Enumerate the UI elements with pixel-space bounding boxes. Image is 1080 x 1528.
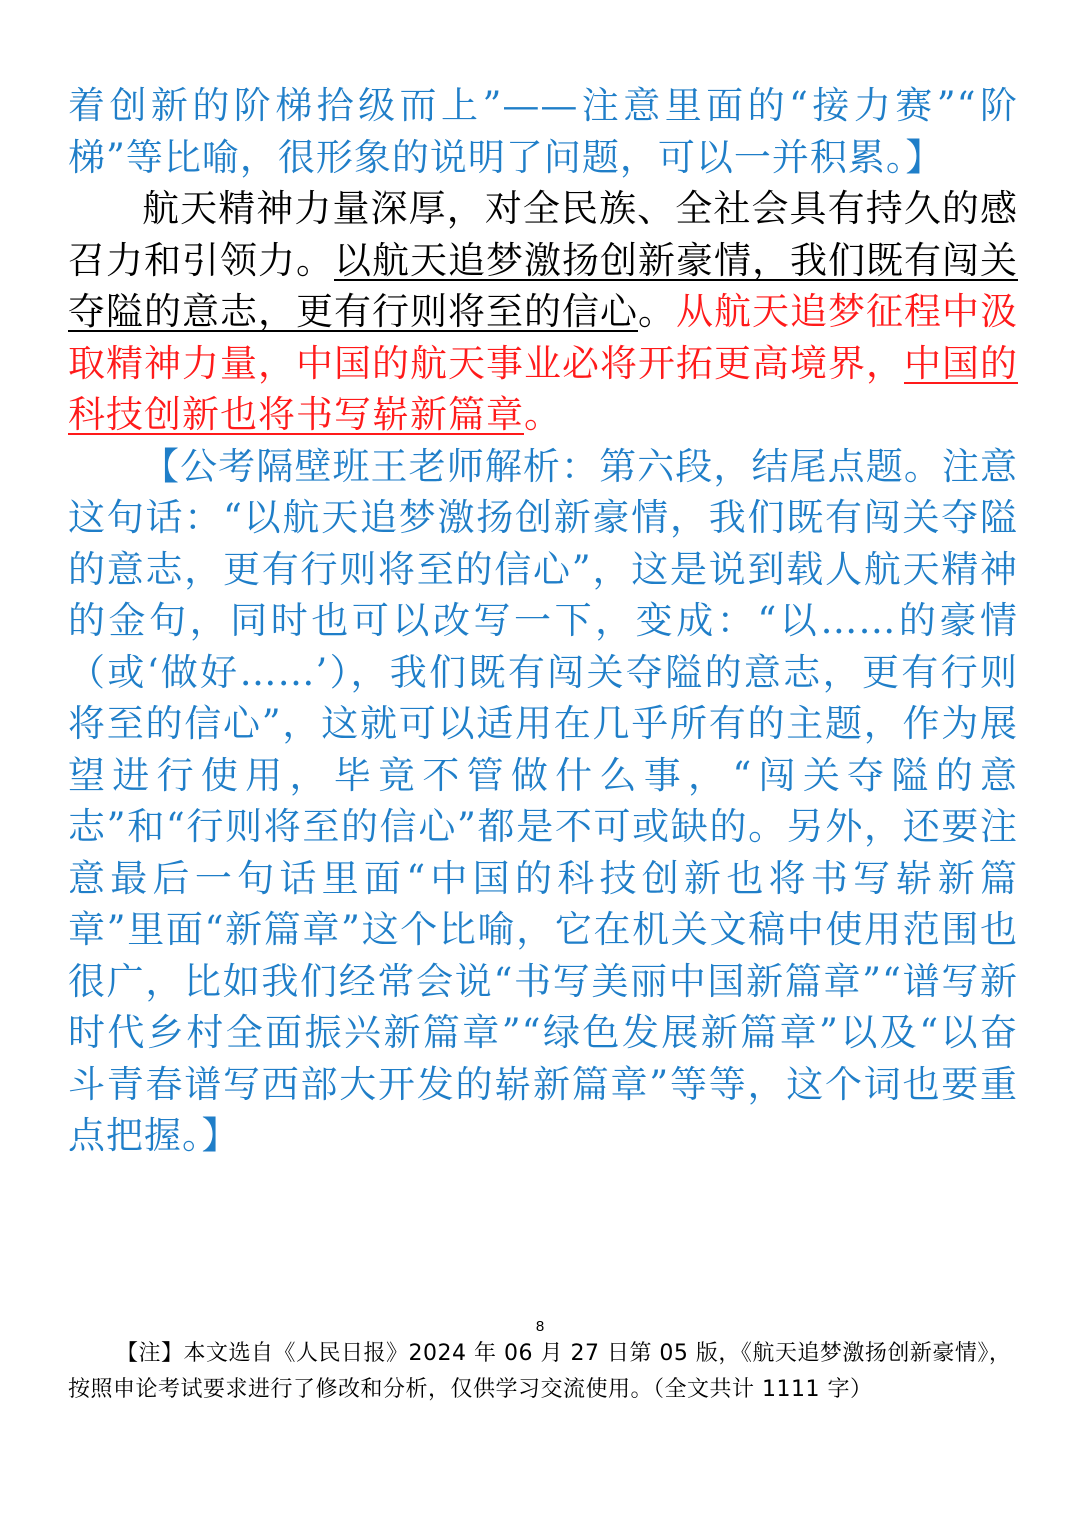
analysis-text: 【公考隔壁班王老师解析：第六段，结尾点题。注意这句话：“以航天追梦激扬创新豪情，我们既有闯关夺隘的意志，更有行则将至的信心”，这是说到载人航天精神的金句，同时也可以改写一下，变成：“以……的豪情（或‘做好……’），我们既有闯关夺隘的意志，更有行则将至的信心”，这就可以适用在几乎所有的主题，作为展望进行使用，毕竟不管做什么事，“闯关夺隘的意志”和“行则将至的信心”都是不可或缺的。另外，还要注意最后一句话里面“中国的科技创新也将书写崭新篇章”里面“新篇章”这个比喻，它在机关文稿中使用范围也很广，比如我们经常会说“书写美丽中国新篇章”“谱写新时代乡村全面振兴新篇章”“绿色发展新篇章”以及“以奋斗青春谱写西部大开发的崭新篇章”等等，这个词也要重点把握。】	[68, 444, 1018, 1157]
article-period: 。	[638, 290, 676, 333]
article-red-underlined: 中国的科技创新也将书写崭新篇章	[68, 341, 1018, 436]
article-paragraph-six	[68, 183, 1018, 441]
page-number: 8	[535, 1318, 545, 1335]
article-underlined-quote: 以航天追梦激扬创新豪情，我们既有闯关夺隘的意志，更有行则将至的信心	[68, 238, 1018, 333]
article-intro-text: 航天精神力量深厚，对全民族、全社会具有持久的感召力和引领力。	[68, 187, 1018, 282]
analysis-continuation-text: 着创新的阶梯拾级而上”——注意里面的“接力赛”“阶梯”等比喻，很形象的说明了问题，可以一并积累。】	[68, 84, 1018, 179]
source-note: 【注】本文选自《人民日报》2024 年 06 月 27 日第 05 版，《航天追梦激扬创新豪情》，按照申论考试要求进行了修改和分析，仅供学习交流使用。（全文共计 1111 字）	[68, 1341, 1012, 1402]
analysis-paragraph	[68, 441, 1018, 1162]
article-red-end: 。	[524, 393, 562, 436]
article-red-text: 从航天追梦征程中汲取精神力量，中国的航天事业必将开拓更高境界，	[68, 290, 1018, 385]
analysis-continuation-paragraph	[68, 80, 1018, 183]
document-body	[68, 80, 1018, 1162]
